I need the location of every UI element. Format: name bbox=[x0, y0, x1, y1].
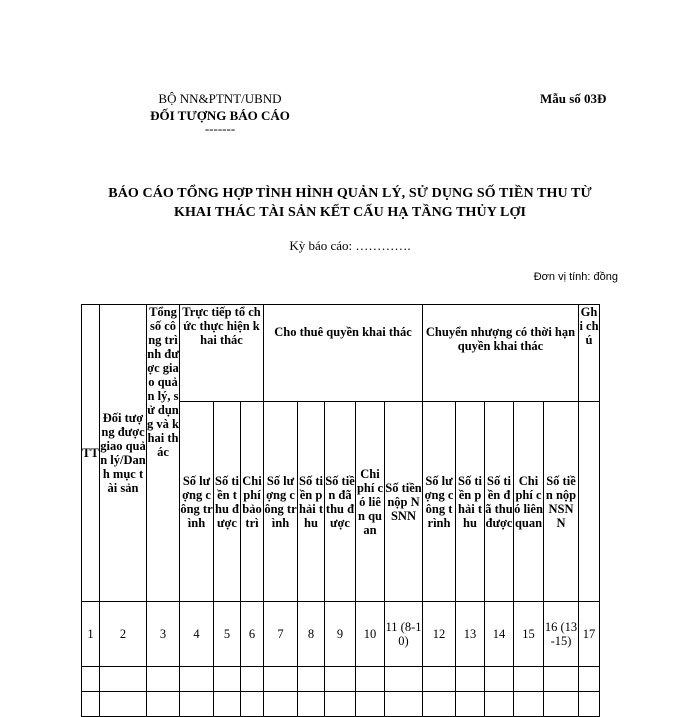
header-lease-works: Số lượng công trình bbox=[264, 402, 298, 602]
column-number: 5 bbox=[214, 602, 241, 667]
header-tt: TT bbox=[82, 305, 100, 602]
column-number: 3 bbox=[147, 602, 180, 667]
header-lease-receivable: Số tiền phải thu bbox=[298, 402, 325, 602]
header-row-groups bbox=[82, 305, 600, 402]
header-object: Đối tượng được giao quản lý/Danh mục tài sản bbox=[100, 305, 147, 602]
header-note-empty bbox=[579, 402, 600, 602]
issuing-organization bbox=[140, 90, 300, 134]
header-transfer-receivable: Số tiền phải thu bbox=[456, 402, 485, 602]
header-group-direct: Trực tiếp tổ chức thực hiện khai thác bbox=[180, 305, 264, 402]
report-period: Kỳ báo cáo: …………. bbox=[289, 238, 411, 253]
column-number: 13 bbox=[456, 602, 485, 667]
header-note: Ghi chú bbox=[579, 305, 600, 402]
column-number: 6 bbox=[241, 602, 264, 667]
header-lease-collected: Số tiền đã thu được bbox=[325, 402, 356, 602]
header-direct-maintenance: Chi phí bảo trì bbox=[241, 402, 264, 602]
column-number: 4 bbox=[180, 602, 214, 667]
report-title-line2: KHAI THÁC TÀI SẢN KẾT CẤU HẠ TẦNG THỦY LỢI bbox=[173, 205, 527, 220]
org-underline: ------- bbox=[204, 121, 236, 136]
header-lease-budget: Số tiền nộp NSNN bbox=[385, 402, 423, 602]
header-group-transfer: Chuyển nhượng có thời hạn quyền khai thác bbox=[423, 305, 579, 402]
org-name: BỘ NN&PTNT/UBND bbox=[158, 91, 282, 106]
header-total-works: Tổng số công trình được giao quản lý, sử dụng và khai thác bbox=[147, 305, 180, 602]
column-number: 17 bbox=[579, 602, 600, 667]
column-number: 2 bbox=[100, 602, 147, 667]
form-number: Mẫu số 03Đ bbox=[540, 91, 607, 106]
reporting-entity: ĐỐI TƯỢNG BÁO CÁO bbox=[150, 108, 290, 123]
header-transfer-collected: Số tiền đã thu được bbox=[485, 402, 514, 602]
header-direct-works: Số lượng công trình bbox=[180, 402, 214, 602]
header-lease-costs: Chi phí có liên quan bbox=[356, 402, 385, 602]
report-title-line1: BÁO CÁO TỔNG HỢP TÌNH HÌNH QUẢN LÝ, SỬ DỤNG SỐ TIỀN THU TỪ bbox=[108, 186, 592, 201]
column-number: 9 bbox=[325, 602, 356, 667]
header-transfer-works: Số lượng công trình bbox=[423, 402, 456, 602]
header-transfer-budget: Số tiền nộp NSNN bbox=[544, 402, 579, 602]
header-group-lease: Cho thuê quyền khai thác bbox=[264, 305, 423, 402]
column-number: 7 bbox=[264, 602, 298, 667]
column-number: 15 bbox=[514, 602, 544, 667]
column-number: 11 (8-10) bbox=[385, 602, 423, 667]
column-number-row bbox=[82, 602, 600, 667]
column-number: 14 bbox=[485, 602, 514, 667]
report-title bbox=[40, 184, 660, 222]
unit-label: Đơn vị tính: đồng bbox=[533, 271, 618, 283]
column-number: 1 bbox=[82, 602, 100, 667]
column-number: 12 bbox=[423, 602, 456, 667]
column-number: 16 (13-15) bbox=[544, 602, 579, 667]
empty-data-row bbox=[82, 667, 600, 692]
header-direct-collected: Số tiền thu được bbox=[214, 402, 241, 602]
column-number: 10 bbox=[356, 602, 385, 667]
column-number: 8 bbox=[298, 602, 325, 667]
header-transfer-costs: Chi phí có liên quan bbox=[514, 402, 544, 602]
empty-data-row bbox=[82, 692, 600, 717]
report-table bbox=[81, 304, 600, 717]
